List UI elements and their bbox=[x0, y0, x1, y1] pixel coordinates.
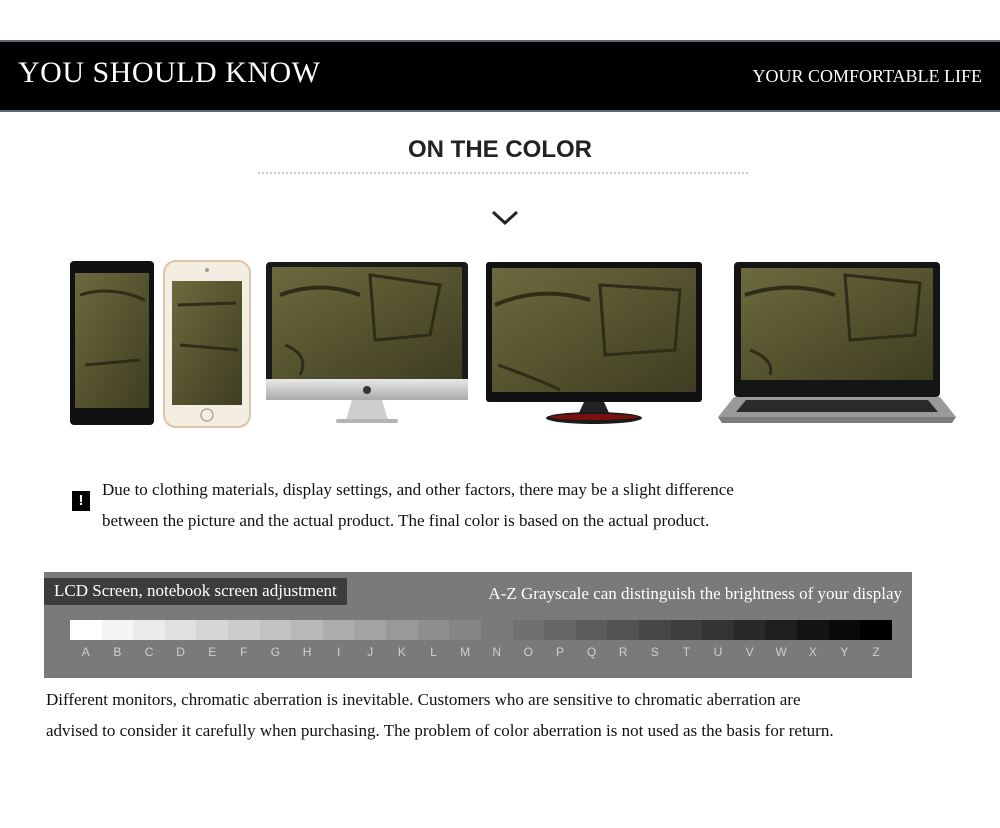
grayscale-letter-o: O bbox=[523, 645, 533, 659]
grayscale-swatch-z bbox=[860, 620, 892, 640]
header-banner bbox=[0, 40, 1000, 112]
grayscale-letter-q: Q bbox=[586, 645, 597, 659]
grayscale-panel bbox=[44, 572, 912, 678]
grayscale-letter-b: B bbox=[113, 645, 122, 659]
device-samsung-monitor bbox=[486, 262, 702, 424]
grayscale-swatch-v bbox=[734, 620, 766, 640]
banner-tagline: YOUR COMFORTABLE LIFE bbox=[752, 66, 982, 86]
grayscale-letter-p: P bbox=[555, 645, 564, 659]
disclaimer-line-1: Different monitors, chromatic aberration is inevitable. Customers who are sensitive to chromatic aberration are bbox=[46, 690, 801, 709]
grayscale-swatch-y bbox=[829, 620, 861, 640]
grayscale-letter-l: L bbox=[430, 645, 437, 659]
grayscale-swatch-c bbox=[133, 620, 165, 640]
grayscale-letter-x: X bbox=[808, 645, 817, 659]
grayscale-swatch-j bbox=[354, 620, 386, 640]
devices-illustration bbox=[0, 255, 1000, 435]
grayscale-letter-a: A bbox=[81, 645, 90, 659]
grayscale-letter-j: J bbox=[367, 645, 374, 659]
grayscale-letters bbox=[70, 645, 892, 659]
device-samsung-laptop bbox=[718, 262, 956, 423]
grayscale-swatch-b bbox=[102, 620, 134, 640]
grayscale-swatch-f bbox=[228, 620, 260, 640]
exclamation-icon: ! bbox=[72, 491, 90, 511]
device-phone-black bbox=[70, 261, 154, 425]
grayscale-swatch-l bbox=[418, 620, 450, 640]
grayscale-letter-r: R bbox=[618, 645, 628, 659]
notice-text bbox=[102, 474, 832, 536]
grayscale-swatch-d bbox=[165, 620, 197, 640]
grayscale-swatch-q bbox=[576, 620, 608, 640]
chevron-down-icon bbox=[490, 208, 520, 228]
grayscale-letter-s: S bbox=[650, 645, 659, 659]
notice-line-1: Due to clothing materials, display settings, and other factors, there may be a slight difference bbox=[102, 480, 734, 499]
grayscale-swatch-n bbox=[481, 620, 513, 640]
grayscale-swatch-t bbox=[671, 620, 703, 640]
lcd-adjustment-label: LCD Screen, notebook screen adjustment bbox=[44, 578, 347, 605]
grayscale-swatch-m bbox=[449, 620, 481, 640]
disclaimer-line-2: advised to consider it carefully when purchasing. The problem of color aberration is not used as the basis for return. bbox=[46, 721, 834, 740]
grayscale-swatch-e bbox=[196, 620, 228, 640]
grayscale-swatch-h bbox=[291, 620, 323, 640]
device-imac bbox=[266, 262, 468, 423]
grayscale-letter-y: Y bbox=[840, 645, 849, 659]
section-title: ON THE COLOR bbox=[408, 136, 592, 163]
grayscale-letter-i: I bbox=[337, 645, 341, 659]
grayscale-letter-t: T bbox=[682, 645, 691, 659]
grayscale-letter-m: M bbox=[460, 645, 471, 659]
grayscale-letter-u: U bbox=[713, 645, 723, 659]
grayscale-letter-f: F bbox=[240, 645, 248, 659]
grayscale-swatch-w bbox=[765, 620, 797, 640]
grayscale-letter-g: G bbox=[270, 645, 281, 659]
grayscale-bar bbox=[70, 620, 892, 640]
grayscale-swatch-r bbox=[607, 620, 639, 640]
grayscale-letter-c: C bbox=[144, 645, 154, 659]
grayscale-swatch-i bbox=[323, 620, 355, 640]
disclaimer-text bbox=[46, 684, 956, 746]
grayscale-letter-n: N bbox=[492, 645, 502, 659]
grayscale-letter-w: W bbox=[775, 645, 787, 659]
grayscale-swatch-s bbox=[639, 620, 671, 640]
dotted-divider bbox=[258, 172, 748, 174]
grayscale-swatch-p bbox=[544, 620, 576, 640]
grayscale-letter-v: V bbox=[745, 645, 754, 659]
grayscale-swatch-a bbox=[70, 620, 102, 640]
grayscale-letter-k: K bbox=[397, 645, 406, 659]
grayscale-letter-e: E bbox=[208, 645, 217, 659]
grayscale-letter-z: Z bbox=[872, 645, 880, 659]
grayscale-description: A-Z Grayscale can distinguish the brightness of your display bbox=[488, 584, 902, 603]
grayscale-letter-d: D bbox=[176, 645, 185, 659]
grayscale-letter-h: H bbox=[302, 645, 312, 659]
device-phone-white bbox=[164, 261, 250, 427]
grayscale-swatch-x bbox=[797, 620, 829, 640]
grayscale-swatch-k bbox=[386, 620, 418, 640]
grayscale-swatch-o bbox=[513, 620, 545, 640]
grayscale-swatch-u bbox=[702, 620, 734, 640]
grayscale-swatch-g bbox=[260, 620, 292, 640]
banner-title: YOU SHOULD KNOW bbox=[18, 56, 321, 89]
notice-line-2: between the picture and the actual product. The final color is based on the actual product. bbox=[102, 511, 710, 530]
